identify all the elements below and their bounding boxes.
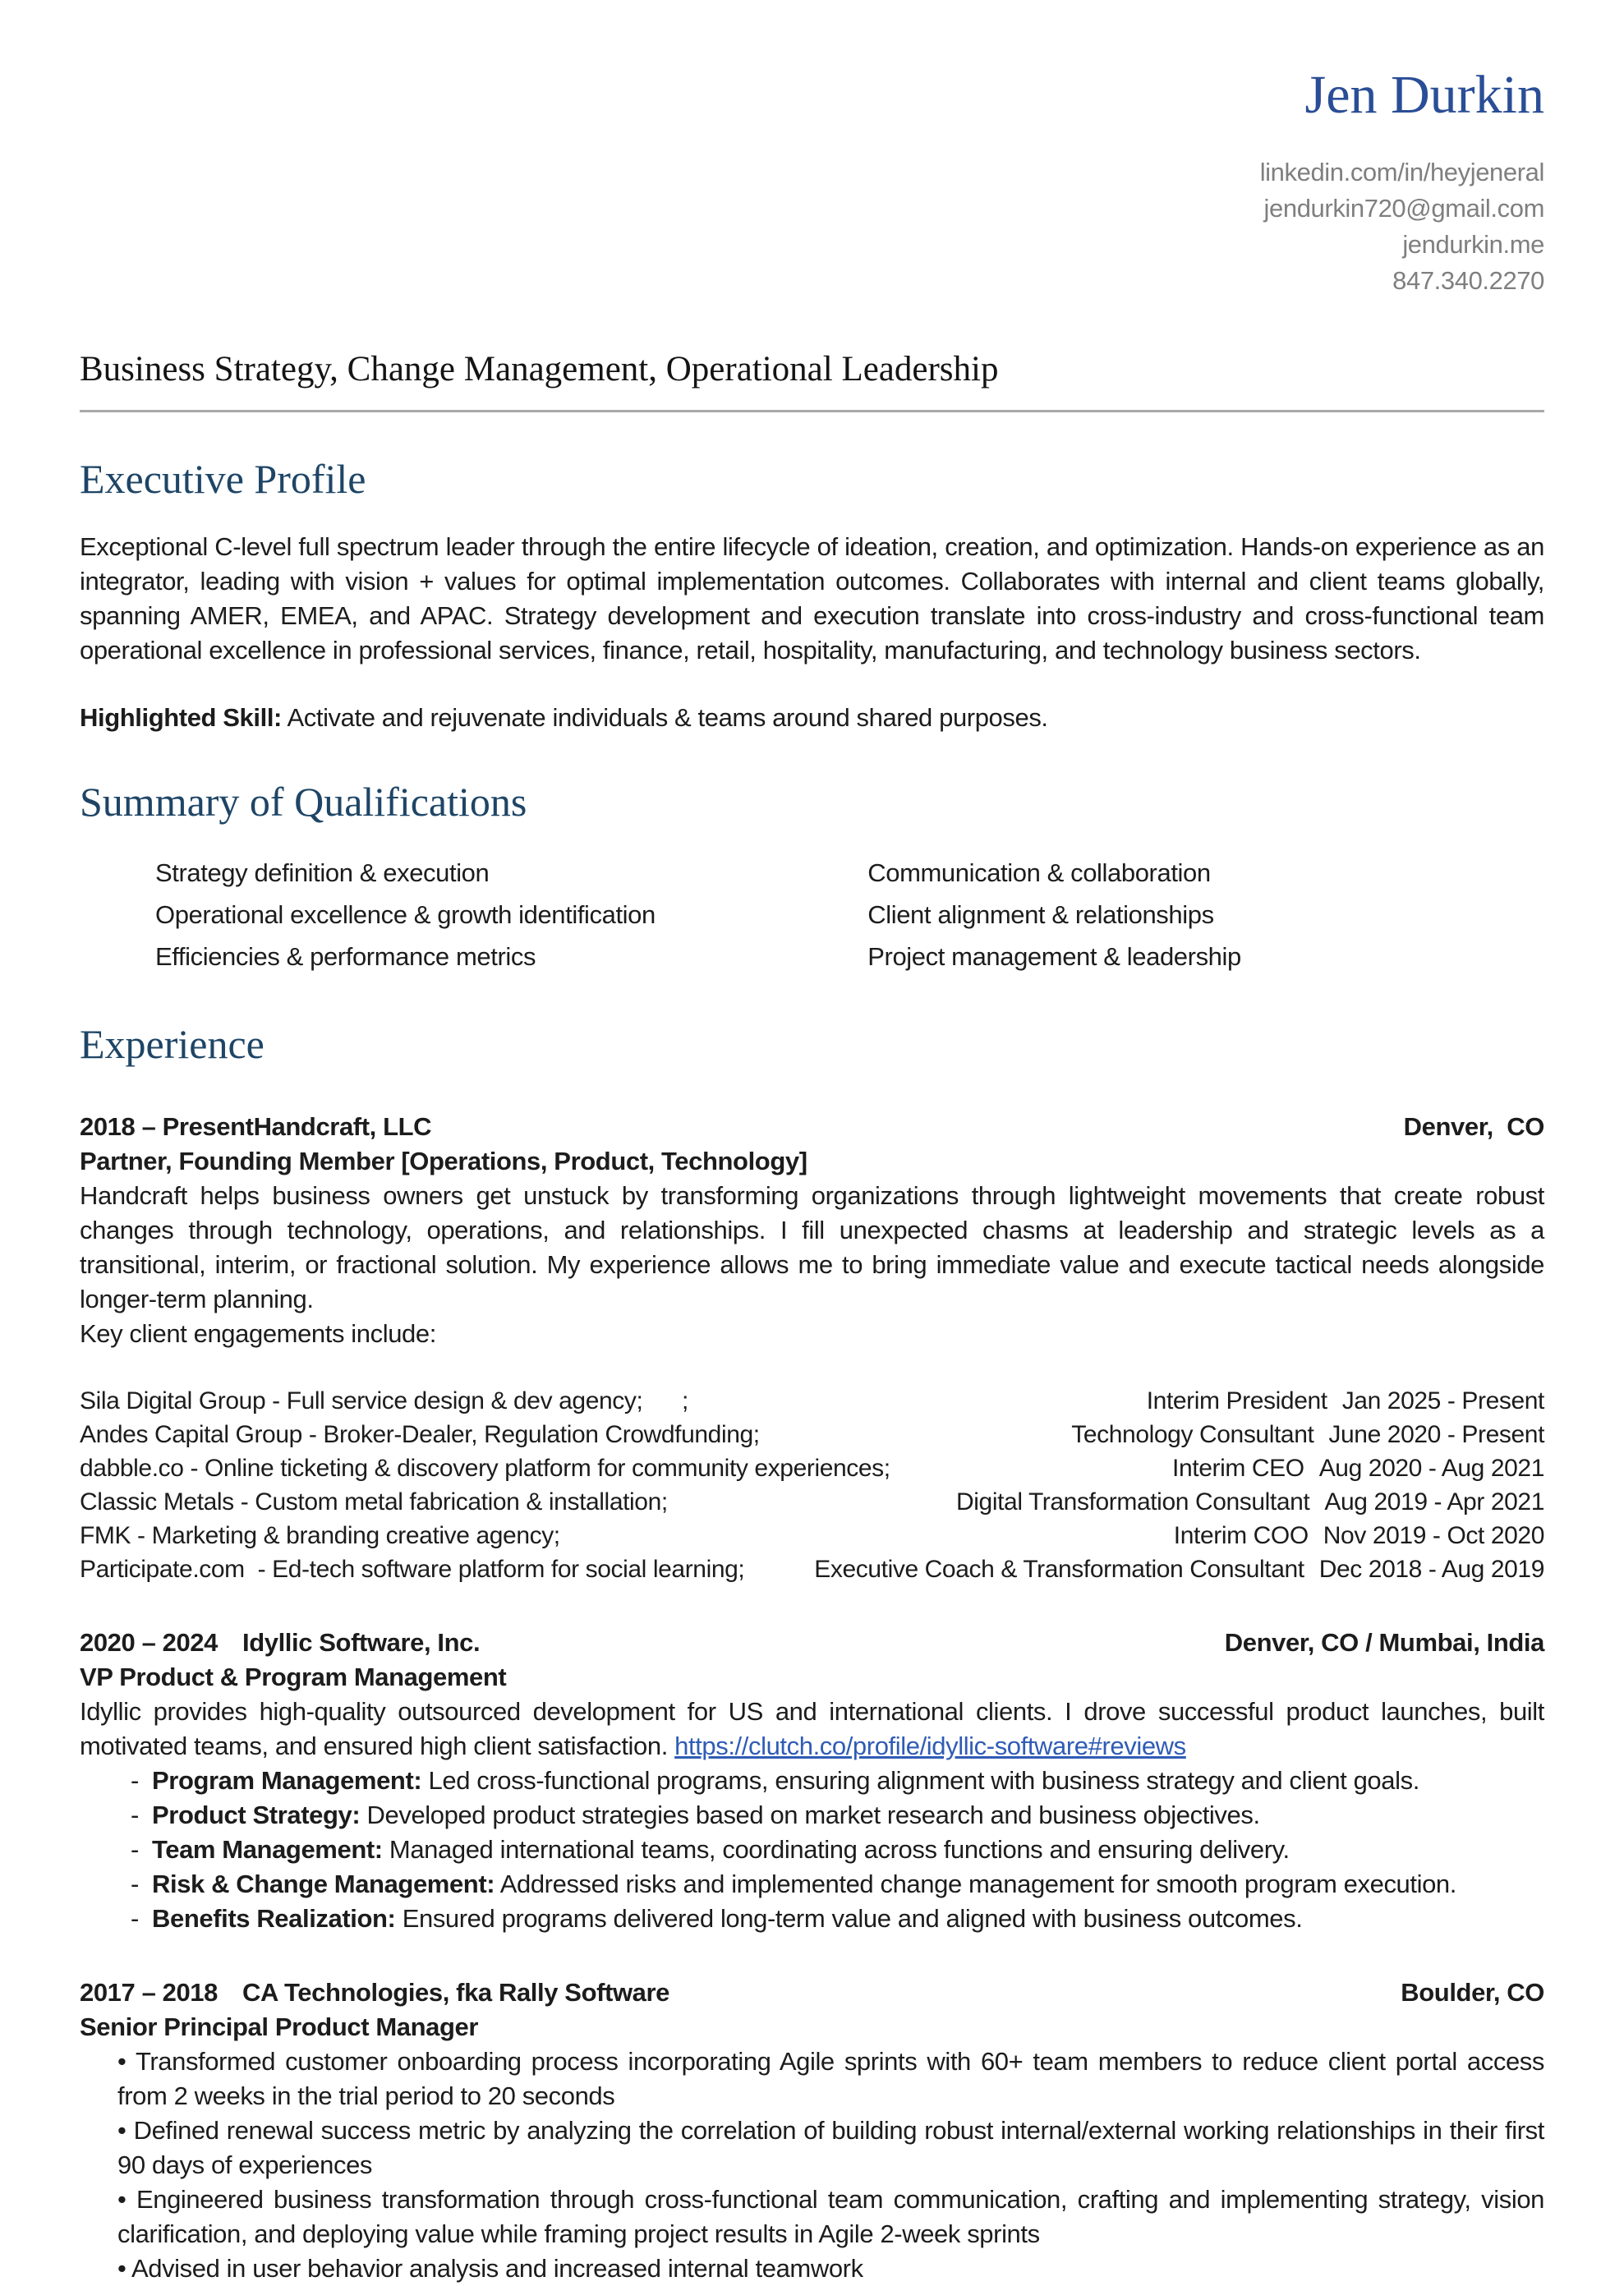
engagement-role: Executive Coach & Transformation Consultant — [814, 1555, 1304, 1583]
dot-bullet — [117, 2252, 1544, 2286]
section-heading-executive-profile: Executive Profile — [80, 456, 366, 503]
dash-icon: - — [131, 1903, 139, 1933]
engagement-period: Aug 2019 - Apr 2021 — [1324, 1488, 1544, 1516]
dot-bullet — [117, 2045, 1544, 2114]
engagement-row — [80, 1384, 1544, 1418]
bullet-icon: • — [117, 2115, 127, 2145]
tagline-divider — [80, 410, 1544, 412]
job-header — [80, 1110, 1544, 1144]
job-dates: 2020 – 2024 — [80, 1627, 218, 1657]
dash-bullet-text — [152, 1902, 1544, 1936]
engagement-row — [80, 1519, 1544, 1552]
engagement-client: Participate.com - Ed-tech software platform for social learning; — [80, 1555, 745, 1583]
dash-icon: - — [131, 1765, 139, 1795]
dash-icon: - — [131, 1834, 139, 1864]
job-location: Denver, CO — [1403, 1111, 1544, 1141]
engagement-role: Interim CEO — [1172, 1454, 1304, 1482]
client-engagements — [80, 1384, 1544, 1586]
job-company: Handcraft, LLC — [253, 1111, 432, 1141]
engagement-period: Dec 2018 - Aug 2019 — [1318, 1555, 1544, 1583]
job-description: Handcraft helps business owners get unstuck by transforming organizations through lightweight movements that create robust changes through technology, operations, and relationships. I fill unexpected chasms at leadership and strategic levels as a transitional, interim, or fractional solution. My experience allows me to bring immediate value and execute tactical needs alongside longer-term planning. — [80, 1180, 1544, 1313]
engagement-role: Interim President — [1146, 1387, 1327, 1414]
dash-bullet — [80, 1798, 1544, 1833]
job-company: CA Technologies, fka Rally Software — [242, 1977, 670, 2007]
job-header — [80, 1976, 1544, 2010]
bullet-label: Team Management: — [152, 1834, 383, 1864]
highlighted-skill-label: Highlighted Skill: — [80, 702, 282, 732]
job-location: Boulder, CO — [1401, 1977, 1544, 2007]
dash-bullet — [80, 1833, 1544, 1867]
engagement-role: Interim COO — [1173, 1521, 1309, 1549]
qualification-item: Project management & leadership — [867, 942, 1241, 972]
bullet-icon: • — [117, 2046, 127, 2076]
dash-icon: - — [131, 1800, 139, 1829]
engagement-client: dabble.co - Online ticketing & discovery platform for community experiences; — [80, 1454, 890, 1482]
job-description-text: Idyllic provides high-quality outsourced development for US and international clients. I drove successful product launches, built motivated teams, and ensured high client satisfaction. — [80, 1696, 1544, 1760]
qualification-item: Communication & collaboration — [867, 858, 1211, 888]
engagement-row — [80, 1451, 1544, 1485]
engagement-period: Nov 2019 - Oct 2020 — [1323, 1521, 1544, 1549]
header — [80, 64, 1544, 299]
dash-bullet-list — [80, 1764, 1544, 1936]
engagement-role: Technology Consultant — [1071, 1420, 1314, 1448]
section-heading-experience: Experience — [80, 1021, 265, 1068]
bullet-text: Managed international teams, coordinating across functions and ensuring delivery. — [389, 1834, 1290, 1864]
qualifications-columns — [80, 852, 1544, 977]
engagement-period: Aug 2020 - Aug 2021 — [1318, 1454, 1544, 1482]
qualification-item: Client alignment & relationships — [867, 900, 1214, 930]
engagement-row — [80, 1485, 1544, 1519]
contact-email: jendurkin720@gmail.com — [1263, 193, 1544, 223]
job-description-lead-in: Key client engagements include: — [80, 1318, 436, 1348]
highlighted-skill-line — [80, 701, 1544, 735]
executive-profile-paragraph: Exceptional C-level full spectrum leader through the entire lifecycle of ideation, creation, and optimization. Hands-on experience as an integrator, leading with vision + values for optimal implementation outcomes. Collaborates with internal and client teams globally, spanning AMER, EMEA, and APAC. Strategy development and execution translate into cross-industry and cross-functional team operational excellence in professional services, finance, retail, hospitality, manufacturing, and technology business sectors. — [80, 531, 1544, 665]
dot-bullet-list — [117, 2045, 1544, 2286]
contact-block — [80, 154, 1544, 299]
dash-bullet-text — [152, 1833, 1544, 1867]
job-location: Denver, CO / Mumbai, India — [1224, 1627, 1544, 1657]
engagement-role: Digital Transformation Consultant — [956, 1488, 1310, 1516]
engagement-row — [80, 1552, 1544, 1586]
bullet-text: Transformed customer onboarding process incorporating Agile sprints with 60+ team members to reduce client portal access from 2 weeks in the trial period to 20 seconds — [117, 2046, 1545, 2110]
dash-bullet-text — [152, 1798, 1544, 1833]
job-company: Idyllic Software, Inc. — [242, 1627, 481, 1657]
engagement-row — [80, 1418, 1544, 1451]
job-idyllic — [80, 1626, 1544, 1936]
engagement-client: Classic Metals - Custom metal fabrication & installation; — [80, 1488, 668, 1516]
dash-icon: - — [131, 1869, 139, 1898]
qualification-item: Efficiencies & performance metrics — [155, 942, 536, 972]
contact-linkedin: linkedin.com/in/heyjeneral — [1259, 157, 1544, 186]
job-dates: 2017 – 2018 — [80, 1977, 218, 2007]
job-title: VP Product & Program Management — [80, 1662, 507, 1691]
engagement-client: Andes Capital Group - Broker-Dealer, Regulation Crowdfunding; — [80, 1420, 760, 1448]
contact-phone: 847.340.2270 — [1392, 265, 1544, 295]
bullet-label: Benefits Realization: — [152, 1903, 396, 1933]
bullet-text: Defined renewal success metric by analyzing the correlation of building robust internal/external working relationships in their first 90 days of experiences — [117, 2115, 1544, 2179]
bullet-text: Ensured programs delivered long-term value and aligned with business outcomes. — [402, 1903, 1303, 1933]
bullet-label: Risk & Change Management: — [152, 1869, 495, 1898]
bullet-text: Addressed risks and implemented change management for smooth program execution. — [499, 1869, 1456, 1898]
section-heading-summary: Summary of Qualifications — [80, 778, 527, 825]
dash-bullet — [80, 1764, 1544, 1798]
qualification-item: Operational excellence & growth identification — [155, 900, 656, 930]
engagement-period: Jan 2025 - Present — [1341, 1387, 1544, 1414]
bullet-icon: • — [117, 2253, 127, 2283]
bullet-label: Program Management: — [152, 1765, 422, 1795]
contact-website: jendurkin.me — [1402, 229, 1544, 259]
person-name: Jen Durkin — [1304, 65, 1544, 125]
dot-bullet — [117, 2114, 1544, 2183]
dash-bullet — [80, 1867, 1544, 1902]
job-dates: 2018 – Present — [80, 1111, 254, 1141]
job-description — [80, 1695, 1544, 1764]
qualifications-left-column — [80, 852, 867, 977]
tagline: Business Strategy, Change Management, Operational Leadership — [80, 349, 999, 389]
job-title: Senior Principal Product Manager — [80, 2012, 479, 2041]
engagement-client: Sila Digital Group - Full service design & dev agency; ; — [80, 1387, 688, 1414]
engagement-client: FMK - Marketing & branding creative agency; — [80, 1521, 560, 1549]
bullet-text: Engineered business transformation through cross-functional team communication, crafting and implementing strategy, vision clarification, and deploying value while framing project results in Agile 2-week sprints — [117, 2184, 1545, 2248]
job-ca-technologies — [80, 1976, 1544, 2286]
dot-bullet — [117, 2183, 1544, 2252]
bullet-text: Led cross-functional programs, ensuring alignment with business strategy and client goals. — [428, 1765, 1419, 1795]
qualification-item: Strategy definition & execution — [155, 858, 490, 888]
job-handcraft — [80, 1110, 1544, 1586]
bullet-label: Product Strategy: — [152, 1800, 361, 1829]
engagement-period: June 2020 - Present — [1328, 1420, 1544, 1448]
clutch-reviews-link[interactable]: https://clutch.co/profile/idyllic-software#reviews — [674, 1731, 1186, 1760]
job-header — [80, 1626, 1544, 1660]
bullet-icon: • — [117, 2184, 127, 2214]
bullet-text: Advised in user behavior analysis and increased internal teamwork — [131, 2253, 863, 2283]
bullet-text: Developed product strategies based on market research and business objectives. — [366, 1800, 1260, 1829]
dash-bullet — [80, 1902, 1544, 1936]
job-title: Partner, Founding Member [Operations, Product, Technology] — [80, 1146, 807, 1175]
dash-bullet-text — [152, 1867, 1544, 1902]
highlighted-skill-text: Activate and rejuvenate individuals & teams around shared purposes. — [287, 702, 1048, 732]
qualifications-right-column — [867, 852, 1544, 977]
dash-bullet-text — [152, 1764, 1544, 1798]
